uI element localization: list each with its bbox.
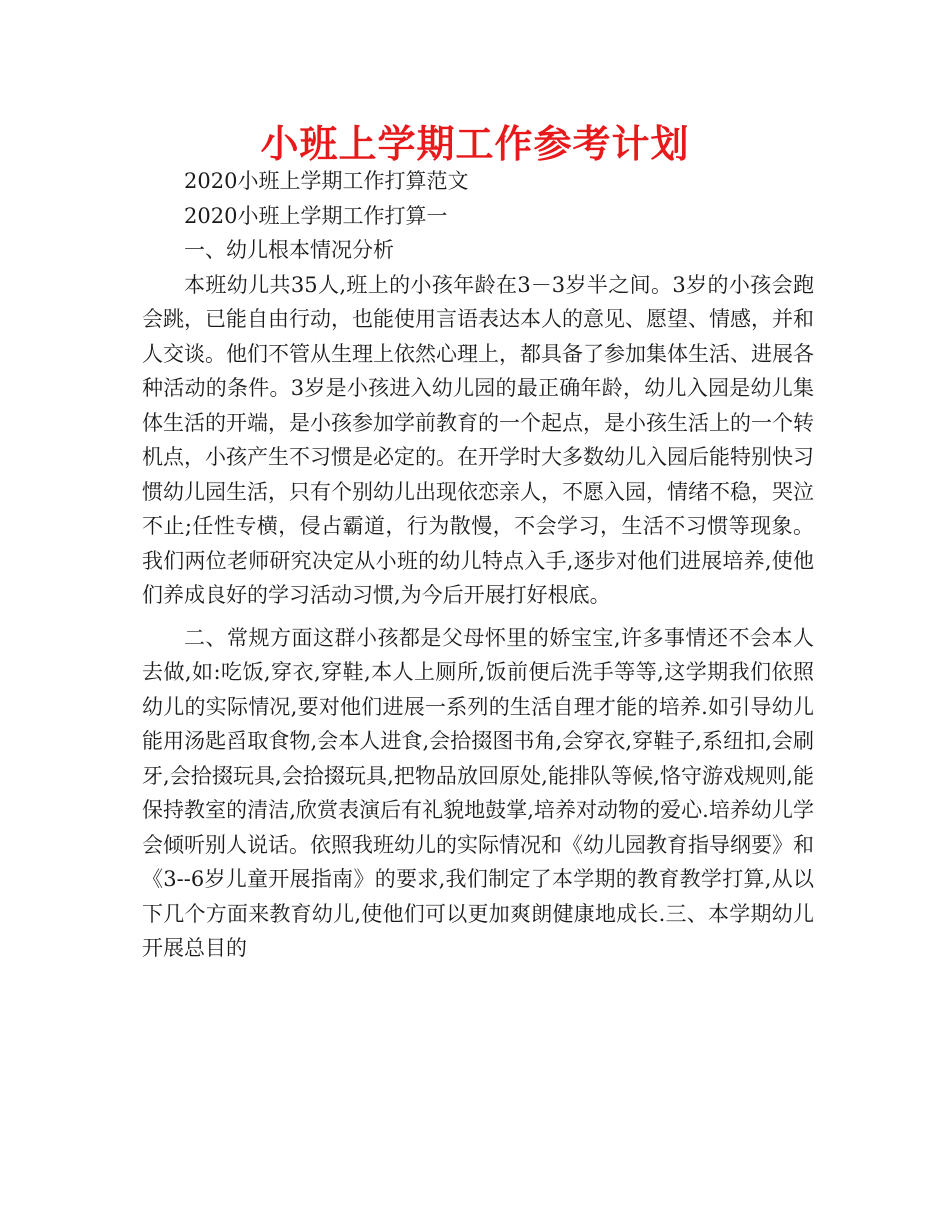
document-title: 小班上学期工作参考计划 xyxy=(260,122,690,166)
paragraph-subtitle-2: 2020小班上学期工作打算一 xyxy=(184,203,448,228)
paragraph-body-2: 二、常规方面这群小孩都是父母怀里的娇宝宝,许多事情还不会本人去做,如:吃饭,穿衣,穿鞋,本人上厕所,饭前便后洗手等等,这学期我们依照幼儿的实际情况,要对他们进展一系列的生活自理才能的培养.如引导幼儿能用汤匙舀取食物,会本人进食,会拾掇图书角,会穿衣,穿鞋子,系纽扣,会刷牙,会拾掇玩具,会拾掇玩具,把物品放回原处,能排队等候,恪守游戏规则,能保持教室的清洁,欣赏表演后有礼貌地鼓掌,培养对动物的爱心.培养幼儿学会倾听别人说话。依照我班幼儿的实际情况和《幼儿园教育指导纲要》和《3--6岁儿童开展指南》的要求,我们制定了本学期的教育教学打算,从以下几个方面来教育幼儿,使他们可以更加爽朗健康地成长.三、本学期幼儿开展总目的 xyxy=(142,625,814,960)
paragraph-subtitle-1: 2020小班上学期工作打算范文 xyxy=(184,169,469,193)
paragraph-body-1: 本班幼儿共35人,班上的小孩年龄在3－3岁半之间。3岁的小孩会跑会跳，已能自由行动，也能使用言语表达本人的意见、愿望、情感，并和人交谈。他们不管从生理上依然心理上，都具备了参加集体生活、进展各种活动的条件。3岁是小孩进入幼儿园的最正确年龄，幼儿入园是幼儿集体生活的开端，是小孩参加学前教育的一个起点，是小孩生活上的一个转机点，小孩产生不习惯是必定的。在开学时大多数幼儿入园后能特别快习惯幼儿园生活，只有个别幼儿出现依恋亲人，不愿入园，情绪不稳，哭泣不止;任性专横，侵占霸道，行为散慢，不会学习，生活不习惯等现象。我们两位老师研究决定从小班的幼儿特点入手,逐步对他们进展培养,使他们养成良好的学习活动习惯,为今后开展打好根底。 xyxy=(142,272,814,607)
document-body xyxy=(142,164,814,966)
paragraph-heading-1: 一、幼儿根本情况分析 xyxy=(184,238,394,262)
